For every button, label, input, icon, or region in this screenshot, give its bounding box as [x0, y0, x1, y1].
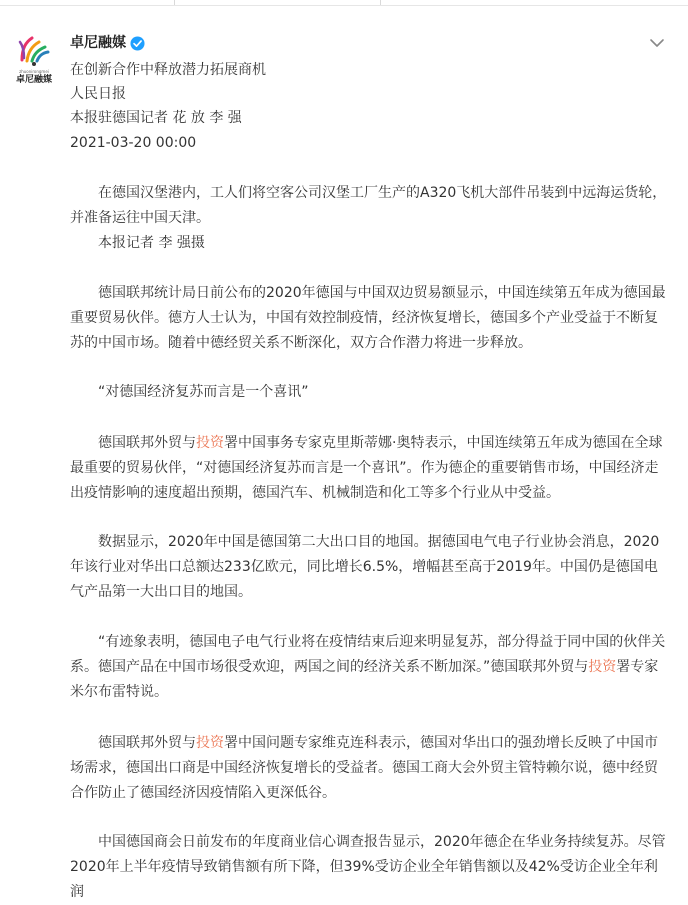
photo-credit: 本报记者 李 强摄	[98, 235, 205, 251]
paragraph-text: 署专家米尔布雷特说。	[70, 659, 659, 700]
keyword-link[interactable]: 投资	[196, 435, 224, 451]
byline: 本报驻德国记者 花 放 李 强	[70, 110, 242, 126]
tab-divider	[380, 0, 381, 5]
paragraph-4	[70, 630, 670, 705]
timestamp: 2021-03-20 00:00	[70, 135, 197, 151]
tab-divider	[174, 0, 175, 5]
keyword-link[interactable]: 投资	[196, 735, 224, 751]
account-name[interactable]: 卓尼融媒	[70, 35, 126, 51]
paragraph-text: 署中国问题专家维克连科表示，德国对华出口的强劲增长反映了中国市场需求，德国出口商是中国经济恢复增长的受益者。德国工商大会外贸主管特赖尔说，德中经贸合作防止了德国经济因疫情陷入更深低谷。	[70, 735, 658, 801]
avatar[interactable]	[12, 30, 56, 86]
paragraph-1: 德国联邦统计局日前公布的2020年德国与中国双边贸易额显示，中国连续第五年成为德国最重要贸易伙伴。德方人士认为，中国有效控制疫情，经济恢复增长，德国多个产业受益于不断复苏的中国市场。随着中德经贸关系不断深化，双方合作潜力将进一步释放。	[70, 285, 666, 351]
headline: 在创新合作中释放潜力拓展商机	[70, 62, 266, 78]
paragraph-text: “有迹象表明，德国电子电气行业将在疫情结束后迎来明显复苏，部分得益于同中国的伙伴关系。德国产品在中国市场很受欢迎，两国之间的经济关系不断加深。”德国联邦外贸与	[70, 634, 666, 675]
photo-caption: 在德国汉堡港内，工人们将空客公司汉堡工厂生产的A320飞机大部件吊装到中远海运货轮，并准备运往中国天津。	[70, 185, 667, 226]
paragraph-text: 德国联邦外贸与	[98, 735, 196, 751]
paragraph-2	[70, 431, 670, 506]
logo-name: 卓尼融媒	[15, 75, 52, 85]
post-header	[70, 33, 145, 53]
keyword-link[interactable]: 投资	[588, 659, 617, 675]
paragraph-3: 数据显示，2020年中国是德国第二大出口目的地国。据德国电气电子行业协会消息，2020年该行业对华出口总额达233亿欧元，同比增长6.5%，增幅甚至高于2019年。中国仍是德国电气产品第一大出口目的地国。	[70, 534, 660, 600]
paragraph-5	[70, 731, 670, 806]
paragraph-text: 署中国事务专家克里斯蒂娜·奥特表示，中国连续第五年成为德国在全球最重要的贸易伙伴，“对德国经济复苏而言是一个喜讯”。作为德企的重要销售市场，中国经济走出疫情影响的速度超出预期，德国汽车、机械制造和化工等多个行业从中受益。	[70, 435, 663, 501]
chevron-down-icon[interactable]	[648, 36, 666, 50]
subheading: “对德国经济复苏而言是一个喜讯”	[98, 384, 309, 400]
logo-icon	[12, 30, 56, 70]
paragraph-6: 中国德国商会日前发布的年度商业信心调查报告显示，2020年德企在华业务持续复苏。尽管2020年上半年疫情导致销售额有所下降，但39%受访企业全年销售额以及42%受访企业全年利润	[70, 834, 666, 900]
paragraph-text: 德国联邦外贸与	[98, 435, 196, 451]
verified-badge-icon	[130, 36, 145, 51]
source: 人民日报	[70, 86, 126, 102]
logo-caption: zhuonirongmei	[19, 69, 49, 74]
top-border	[0, 0, 688, 6]
